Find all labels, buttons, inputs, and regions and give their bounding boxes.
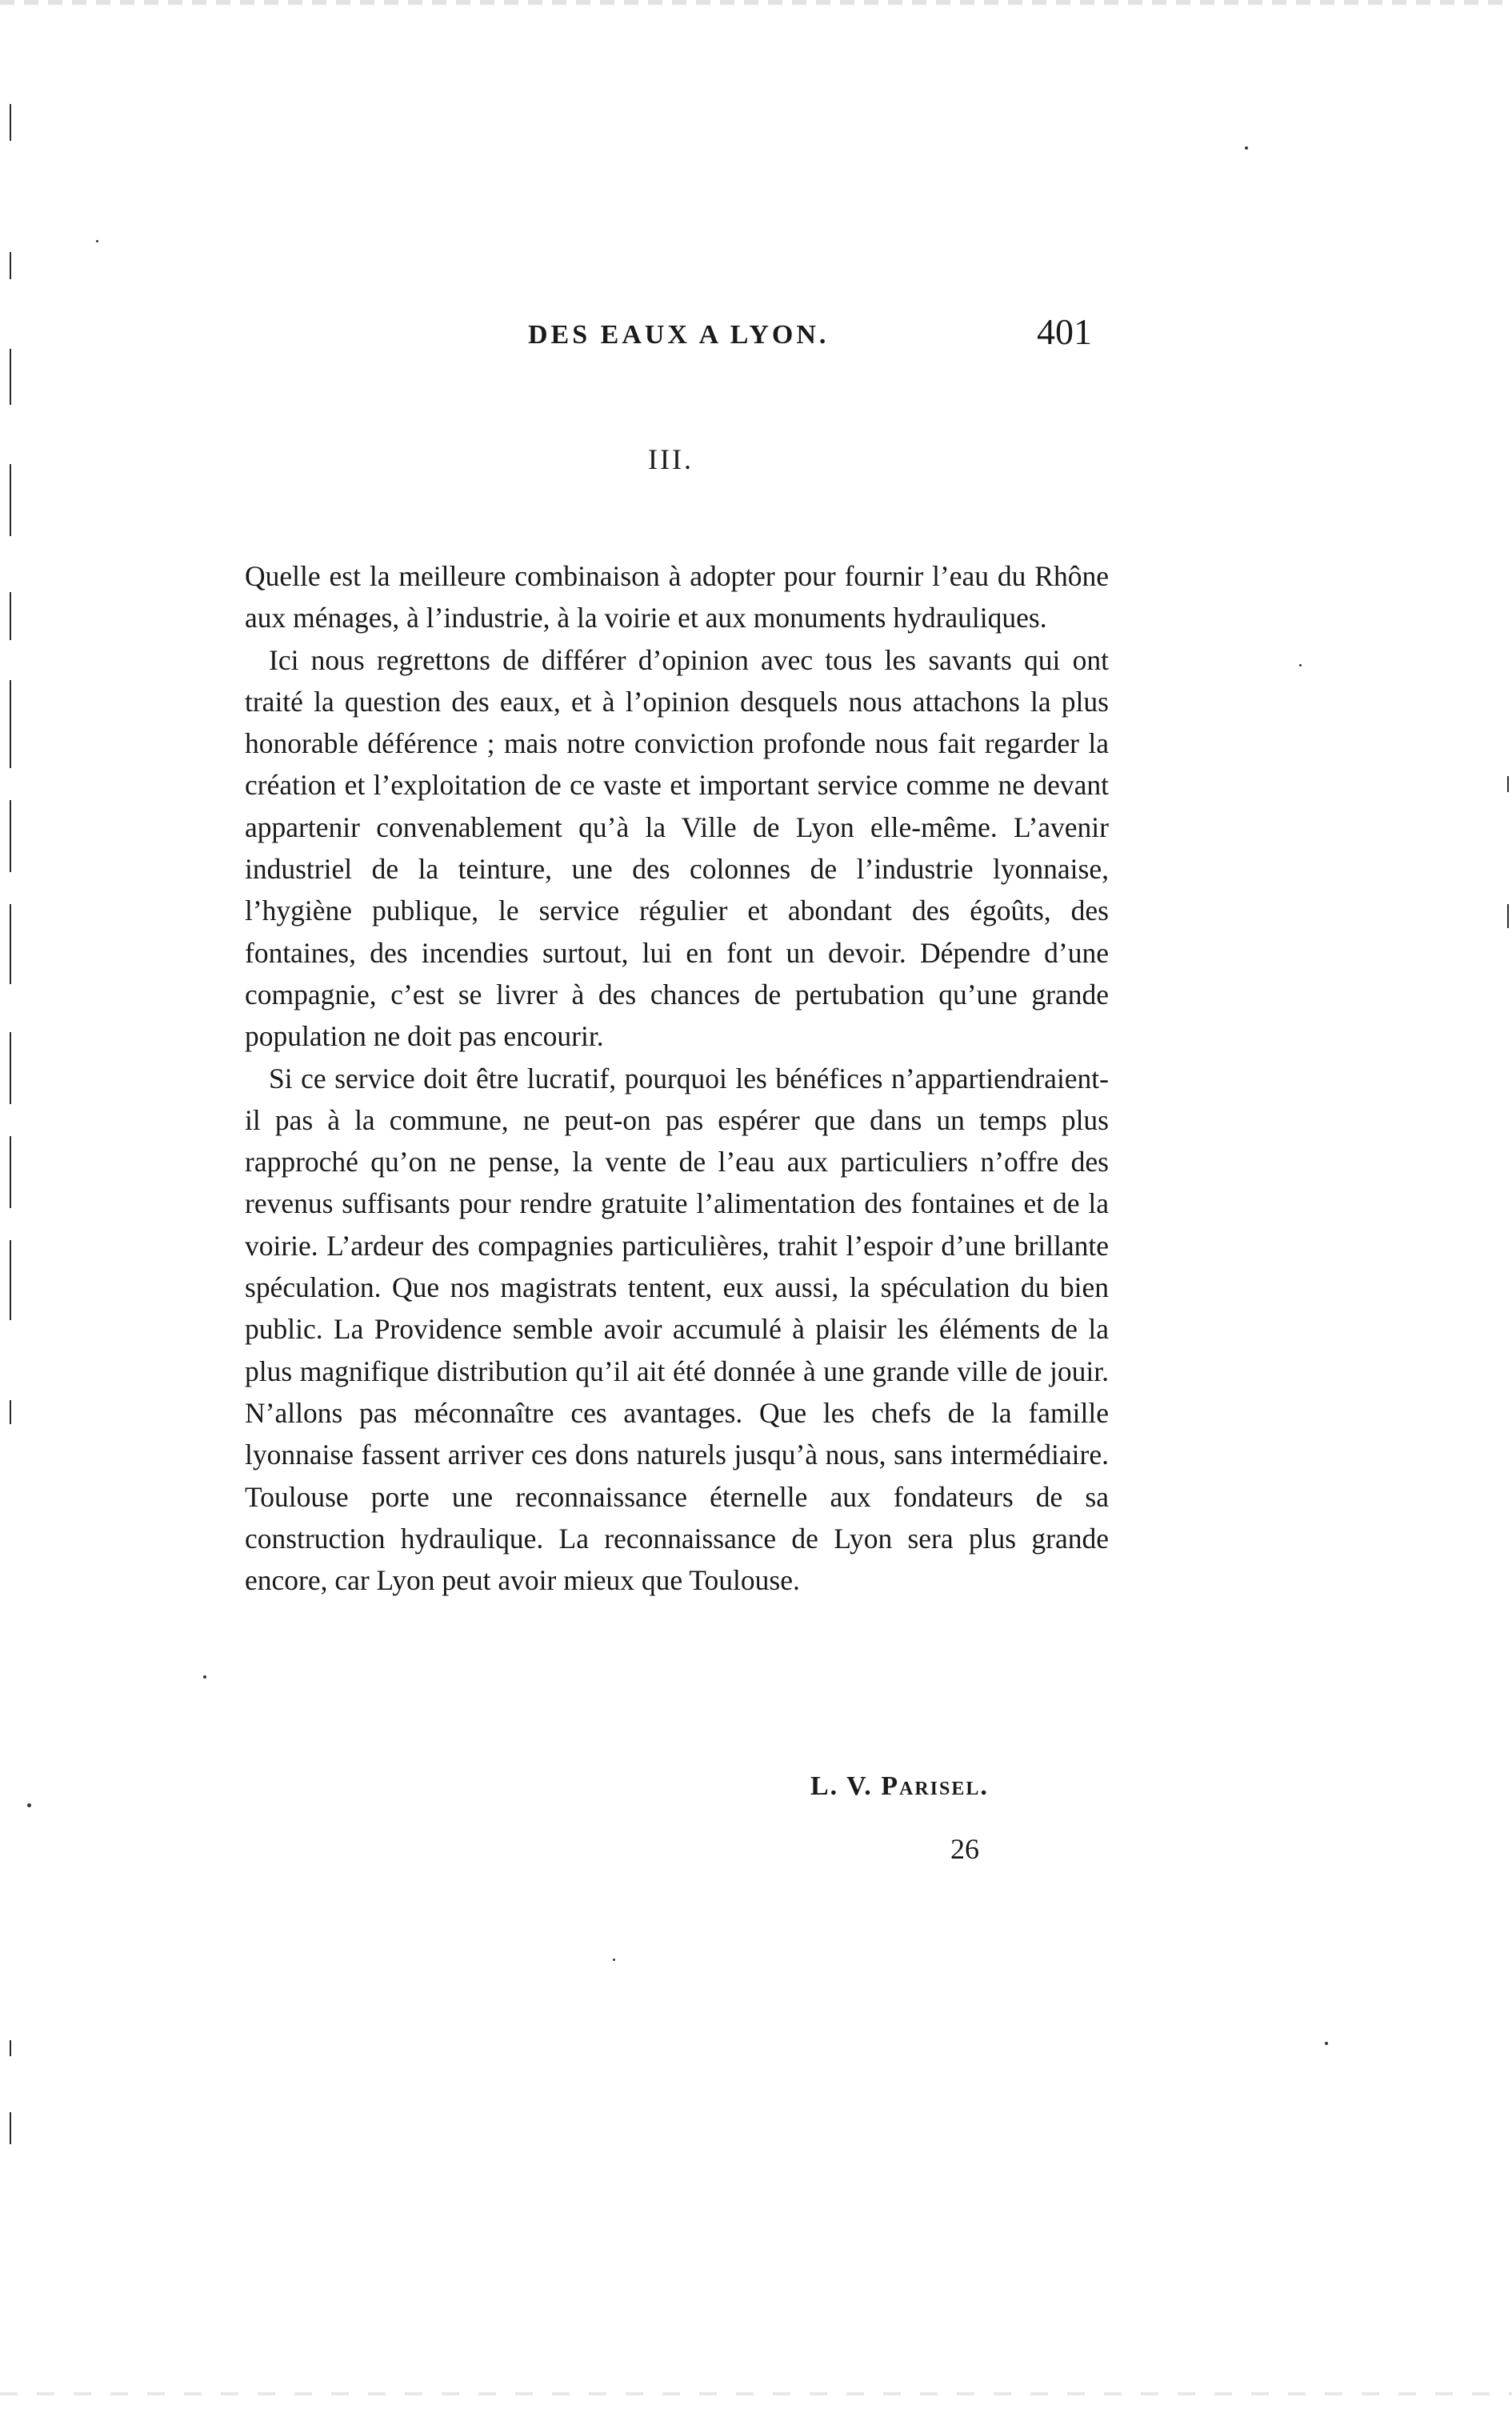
margin-mark bbox=[10, 1032, 11, 1104]
running-head: DES EAUX A LYON. bbox=[528, 320, 830, 350]
speck bbox=[613, 1959, 615, 1961]
margin-mark bbox=[10, 104, 11, 141]
margin-mark bbox=[10, 904, 11, 984]
author-signature bbox=[810, 1771, 989, 1802]
speck bbox=[96, 240, 98, 242]
body-text bbox=[245, 555, 1109, 1601]
margin-mark bbox=[10, 252, 11, 279]
paragraph: Si ce service doit être lucratif, pourquoi les bénéfices n’appartiendraient-il pas à la commune, ne peut-on pas espérer que dans un temps plus rapproché qu’on ne pense, la vente de l’eau aux particuliers n’offre des revenus suffisants pour rendre gratuite l’alimentation des fontaines et de la voirie. L’ardeur des compagnies particulières, trahit l’espoir d’une brillante spéculation. Que nos magistrats tentent, eux aussi, la spéculation du bien public. La Providence semble avoir accumulé à plaisir les éléments de la plus magnifique distribution qu’il ait été donnée à une grande ville de jouir. N’allons pas méconnaître ces avantages. Que les chefs de la famille lyonnaise fassent arriver ces dons naturels jusqu’à nous, sans intermédiaire. Toulouse porte une reconnaissance éternelle aux fondateurs de sa construction hydraulique. La reconnaissance de Lyon sera plus grande encore, car Lyon peut avoir mieux que Toulouse. bbox=[245, 1062, 1109, 1597]
margin-mark bbox=[10, 800, 11, 872]
speck bbox=[1325, 2042, 1328, 2045]
page-number: 401 bbox=[1037, 311, 1092, 352]
author-initials: L. V. bbox=[810, 1771, 873, 1801]
margin-mark bbox=[10, 1136, 11, 1208]
speck bbox=[1299, 664, 1302, 666]
speck bbox=[1245, 146, 1248, 150]
margin-mark bbox=[10, 592, 11, 640]
speck bbox=[203, 1675, 206, 1679]
margin-mark bbox=[10, 1400, 11, 1424]
speck bbox=[27, 1803, 31, 1807]
section-number: III. bbox=[648, 443, 694, 475]
signature-mark: 26 bbox=[950, 1833, 979, 1865]
paragraph: Quelle est la meilleure combinaison à adopter pour fournir l’eau du Rhône aux ménages, à l’industrie, à la voirie et aux monuments hydrauliques. bbox=[245, 560, 1109, 634]
scan-bottom-edge bbox=[0, 2392, 1512, 2395]
margin-mark bbox=[1507, 776, 1509, 792]
margin-mark bbox=[10, 2112, 11, 2144]
margin-mark bbox=[10, 2040, 11, 2056]
paragraph: Ici nous regrettons de différer d’opinion avec tous les savants qui ont traité la question des eaux, et à l’opinion desquels nous attachons la plus honorable déférence ; mais notre conviction profonde nous fait regarder la création et l’exploitation de ce vaste et important service comme ne devant appartenir convenablement qu’à la Ville de Lyon elle-même. L’avenir industriel de la teinture, une des colonnes de l’industrie lyonnaise, l’hygiène publique, le service régulier et abondant des égoûts, des fontaines, des incendies surtout, lui en font un devoir. Dépendre d’une compagnie, c’est se livrer à des chances de pertubation qu’une grande population ne doit pas encourir. bbox=[245, 643, 1109, 1053]
margin-mark bbox=[10, 349, 11, 405]
margin-mark bbox=[10, 464, 11, 536]
margin-mark bbox=[10, 680, 11, 768]
scan-top-edge bbox=[0, 0, 1512, 5]
author-surname: Parisel. bbox=[881, 1771, 989, 1801]
margin-mark bbox=[10, 1240, 11, 1320]
margin-mark bbox=[1507, 904, 1509, 928]
